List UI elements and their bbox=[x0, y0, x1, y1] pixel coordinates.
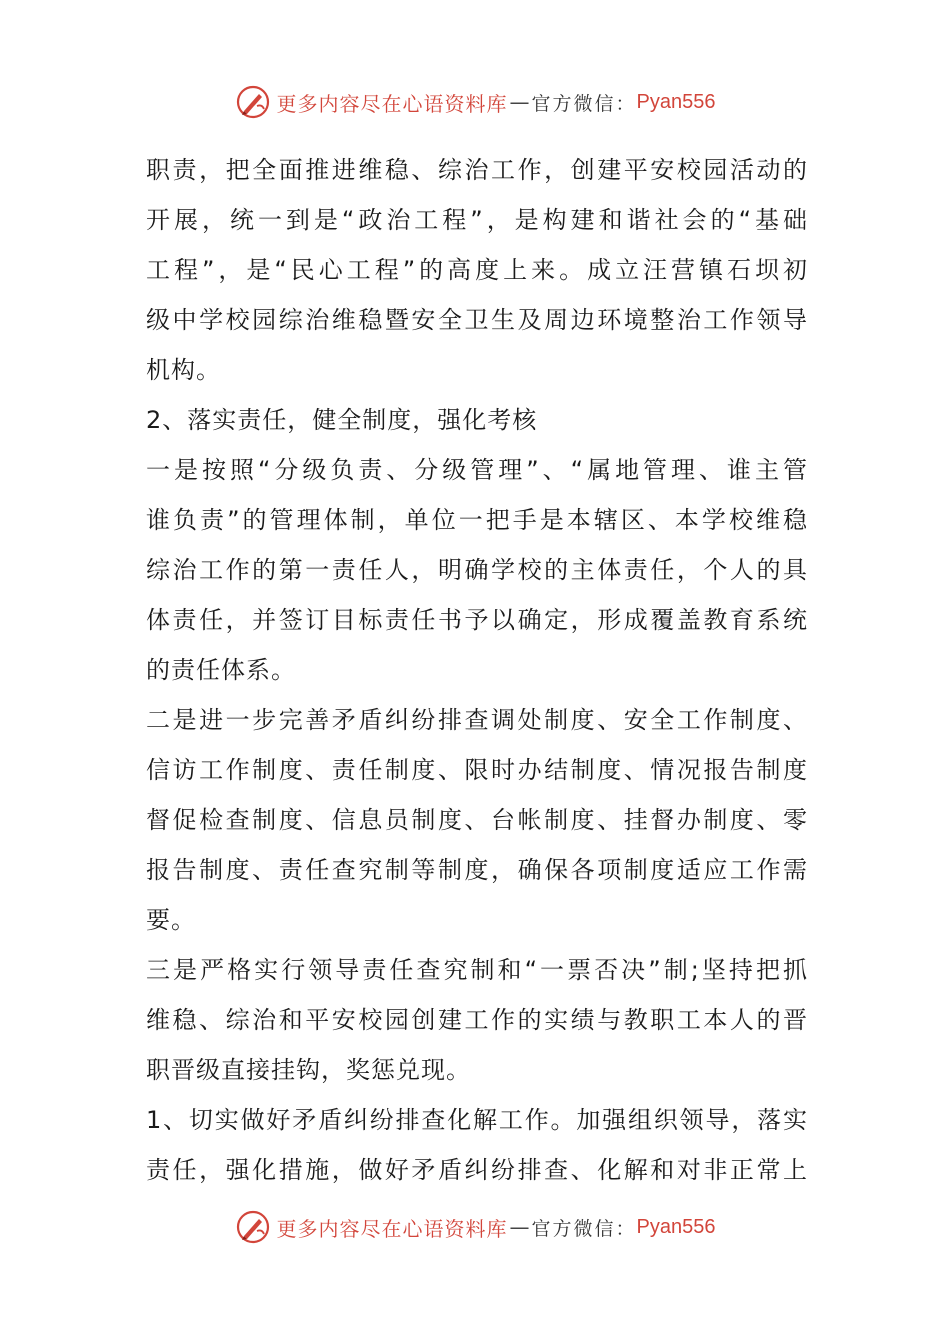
body-line: 报告制度、责任查究制等制度，确保各项制度适应工作需 bbox=[146, 856, 808, 884]
body-line: 二是进一步完善矛盾纠纷排查调处制度、安全工作制度、 bbox=[146, 706, 808, 734]
body-line: 开展，统一到是“政治工程”，是构建和谐社会的“基础 bbox=[146, 206, 808, 234]
section-heading: 2、落实责任，健全制度，强化考核 bbox=[146, 406, 538, 434]
body-line: 综治工作的第一责任人，明确学校的主体责任，个人的具 bbox=[146, 556, 808, 584]
header-dash: — bbox=[509, 90, 530, 114]
body-line: 一是按照“分级负责、分级管理”、“属地管理、谁主管 bbox=[146, 456, 808, 484]
pen-logo-icon bbox=[235, 84, 271, 120]
header-official-label: 官方微信： bbox=[531, 92, 637, 115]
body-line: 职责，把全面推进维稳、综治工作，创建平安校园活动的 bbox=[146, 156, 808, 184]
header-wechat-id: Pyan556 bbox=[636, 90, 716, 113]
body-line: 工程”，是“民心工程”的高度上来。成立汪营镇石坝初 bbox=[146, 256, 808, 284]
header-banner bbox=[0, 82, 950, 122]
footer-official-label: 官方微信： bbox=[531, 1217, 637, 1240]
body-line: 三是严格实行领导责任查究制和“一票否决”制;坚持把抓 bbox=[146, 956, 808, 984]
document-body bbox=[146, 145, 808, 1195]
body-line: 的责任体系。 bbox=[146, 656, 296, 684]
footer-brand-text: 更多内容尽在心语资料库 bbox=[276, 1216, 508, 1241]
body-line: 级中学校园综治维稳暨安全卫生及周边环境整治工作领导 bbox=[146, 306, 808, 334]
footer-banner bbox=[0, 1207, 950, 1247]
footer-dash: — bbox=[509, 1215, 530, 1239]
body-line: 责任，强化措施，做好矛盾纠纷排查、化解和对非正常上 bbox=[146, 1156, 808, 1184]
body-line: 职晋级直接挂钩，奖惩兑现。 bbox=[146, 1056, 471, 1084]
body-line: 维稳、综治和平安校园创建工作的实绩与教职工本人的晋 bbox=[146, 1006, 808, 1034]
body-line: 体责任，并签订目标责任书予以确定，形成覆盖教育系统 bbox=[146, 606, 808, 634]
body-line: 要。 bbox=[146, 906, 196, 934]
body-line: 信访工作制度、责任制度、限时办结制度、情况报告制度 bbox=[146, 756, 808, 784]
header-brand-text: 更多内容尽在心语资料库 bbox=[276, 91, 508, 116]
footer-wechat-id: Pyan556 bbox=[636, 1215, 716, 1238]
body-line: 1、切实做好矛盾纠纷排查化解工作。加强组织领导，落实 bbox=[146, 1106, 808, 1134]
body-line: 机构。 bbox=[146, 356, 221, 384]
body-line: 谁负责”的管理体制，单位一把手是本辖区、本学校维稳 bbox=[146, 506, 808, 534]
body-line: 督促检查制度、信息员制度、台帐制度、挂督办制度、零 bbox=[146, 806, 808, 834]
pen-logo-icon bbox=[235, 1209, 271, 1245]
